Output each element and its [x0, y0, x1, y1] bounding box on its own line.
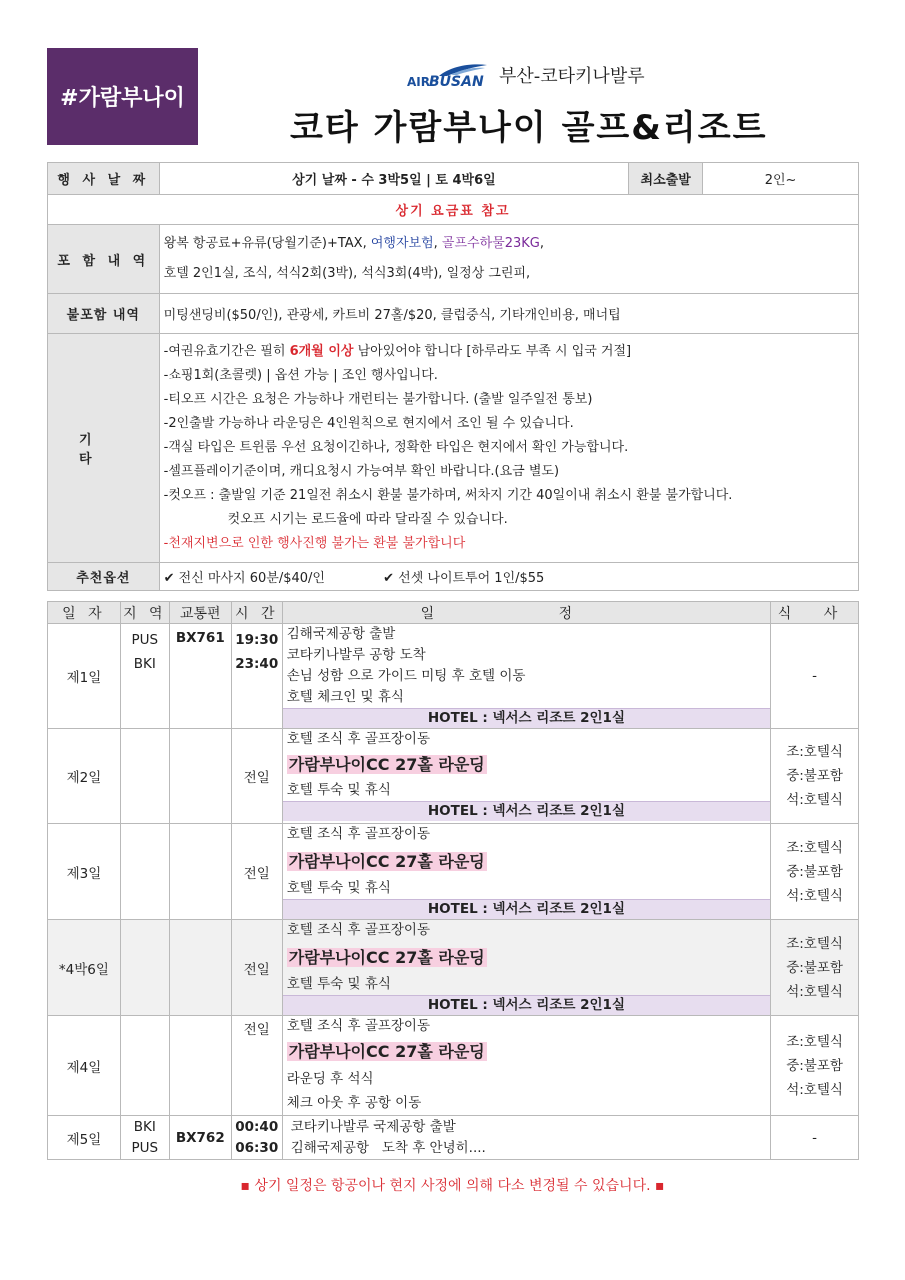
- plan-line: 호텔 체크인 및 휴식: [286, 689, 404, 705]
- include-sep: ,: [433, 236, 442, 251]
- hotel-bar: HOTEL : 넥서스 리조트 2인1실: [283, 708, 770, 728]
- include-line-2: 호텔 2인1실, 조식, 석식2회(3박), 석식3회(4박), 일정상 그린피,: [163, 266, 531, 281]
- note-join: -2인출발 가능하나 라운딩은 4인원칙으로 현지에서 조인 될 수 있습니다.: [163, 416, 574, 431]
- meal-cell: [771, 824, 859, 920]
- logo-busan-text: BUSAN: [429, 74, 484, 90]
- recommend-label: 추천옵션: [48, 563, 160, 591]
- meal-lunch: 중:불포함: [786, 959, 843, 976]
- region-from: BKI: [133, 1118, 156, 1135]
- flight-cell: [169, 729, 231, 824]
- col-plan: 일 정: [282, 602, 770, 624]
- date-value: 상기 날짜 - 수 3박5일 | 토 4박6일: [159, 163, 629, 195]
- plan-line: 김해국제공항 출발: [286, 626, 396, 642]
- table-row: [48, 1116, 859, 1160]
- note-cutoff: -컷오프 : 출발일 기준 21일전 취소시 환불 불가하며, 써차지 기간 40일이내 취소시 환불 불가합니다.: [163, 488, 733, 503]
- rate-row: [48, 195, 859, 225]
- plan-line: 호텔 투숙 및 휴식: [286, 880, 391, 896]
- recommend-row: [48, 563, 859, 591]
- hotel-bar: HOTEL : 넥서스 리조트 2인1실: [283, 899, 770, 919]
- etc-label: 기 타: [48, 334, 160, 563]
- note-teeoff: -티오프 시간은 요청은 가능하나 개런티는 불가합니다. (출발 일주일전 통보): [163, 392, 593, 407]
- region-to: BKI: [133, 656, 156, 672]
- plan-cell: [282, 920, 770, 1016]
- etc-row: [48, 334, 859, 563]
- itinerary-header: [48, 602, 859, 624]
- min-departure-value: 2인~: [703, 163, 859, 195]
- min-departure-label: 최소출발: [629, 163, 703, 195]
- meal-lunch: 중:불포함: [786, 1057, 843, 1074]
- hashtag-badge: #가람부나이: [47, 48, 198, 145]
- col-meal: 식 사: [771, 602, 859, 624]
- day-cell: *4박6일: [48, 920, 121, 1016]
- plan-line: 코타키나발루 공항 도착: [286, 647, 426, 663]
- note-shopping: -쇼핑1회(초콜렛) | 옵션 가능 | 조인 행사입니다.: [163, 368, 438, 383]
- golf-round-line: [283, 750, 770, 780]
- meal-breakfast: 조:호텔식: [786, 935, 843, 952]
- air-busan-logo: [407, 63, 487, 89]
- include-comma: ,: [539, 236, 544, 251]
- plan-cell: [282, 1016, 770, 1116]
- tour-info-table: [47, 162, 859, 591]
- col-region: 지 역: [120, 602, 169, 624]
- time-depart: 19:30: [235, 632, 279, 648]
- meal-cell: -: [771, 624, 859, 729]
- table-row: [48, 729, 859, 824]
- plan-line: 호텔 조식 후 골프장이동: [286, 1018, 431, 1034]
- meal-cell: [771, 1016, 859, 1116]
- region-cell: [120, 920, 169, 1016]
- date-label: 행 사 날 짜: [48, 163, 160, 195]
- page-title: 코타 가람부나이 골프&리조트: [290, 108, 768, 148]
- plan-line: 라운딩 후 석식: [286, 1071, 374, 1087]
- time-cell: 전일: [231, 824, 282, 920]
- hotel-bar: HOTEL : 넥서스 리조트 2인1실: [283, 995, 770, 1015]
- date-row: [48, 163, 859, 195]
- footer-note: ▪ 상기 일정은 항공이나 현지 사정에 의해 다소 변경될 수 있습니다. ▪: [240, 1178, 665, 1194]
- note-cutoff-2: 컷오프 시기는 로드율에 따라 달라질 수 있습니다.: [227, 512, 508, 527]
- plan-line: 손님 성함 으로 가이드 미팅 후 호텔 이동: [286, 668, 526, 684]
- hotel-bar: HOTEL : 넥서스 리조트 2인1실: [283, 801, 770, 821]
- plan-line: 김해국제공항 도착 후 안녕히....: [290, 1139, 486, 1156]
- time-cell: [231, 624, 282, 729]
- region-cell: [120, 1116, 169, 1160]
- golf-round-line: [283, 1037, 770, 1067]
- flight-cell: BX761: [169, 624, 231, 729]
- time-cell: 전일: [231, 920, 282, 1016]
- insurance-text: 여행자보험: [370, 236, 434, 251]
- meal-lunch: 중:불포함: [786, 863, 843, 880]
- day-cell: 제3일: [48, 824, 121, 920]
- note-text: 남아있어야 합니다 [하루라도 부족 시 입국 거절]: [353, 344, 632, 359]
- day-cell: 제4일: [48, 1016, 121, 1116]
- flight-cell: [169, 1016, 231, 1116]
- meal-breakfast: 조:호텔식: [786, 744, 843, 760]
- note-force-majeure: -천재지변으로 인한 행사진행 불가는 환불 불가합니다: [163, 536, 466, 551]
- meal-lunch: 중:불포함: [786, 768, 843, 784]
- etc-notes: [159, 334, 858, 563]
- golf-round-text: 가람부나이CC 27홀 라운딩: [288, 948, 485, 967]
- exclude-value: 미팅샌딩비($50/인), 관광세, 카트비 27홀/$20, 클럽중식, 기타개인비용, 매너팁: [159, 294, 858, 334]
- region-cell: [120, 1016, 169, 1116]
- time-cell: 전일: [231, 1016, 282, 1116]
- region-cell: [120, 729, 169, 824]
- plan-line: 호텔 조식 후 골프장이동: [286, 731, 431, 747]
- time-cell: [231, 1116, 282, 1160]
- meal-breakfast: 조:호텔식: [786, 1033, 843, 1050]
- plan-line: 체크 아웃 후 공항 이동: [286, 1095, 422, 1111]
- include-row: [48, 225, 859, 294]
- meal-breakfast: 조:호텔식: [786, 839, 843, 856]
- plan-line: 호텔 투숙 및 휴식: [286, 976, 391, 992]
- note-passport: [164, 340, 854, 364]
- golf-round-text: 가람부나이CC 27홀 라운딩: [288, 1042, 485, 1061]
- plan-line: 호텔 투숙 및 휴식: [286, 782, 391, 798]
- day-cell: 제5일: [48, 1116, 121, 1160]
- time-depart: 00:40: [235, 1118, 279, 1135]
- flight-cell: BX762: [169, 1116, 231, 1160]
- table-row: [48, 624, 859, 729]
- golf-round-line: [283, 941, 770, 974]
- meal-dinner: 석:호텔식: [786, 887, 843, 904]
- brand-header: [407, 63, 645, 89]
- col-day: 일 자: [48, 602, 121, 624]
- meal-cell: -: [771, 1116, 859, 1160]
- golf-round-line: [283, 845, 770, 878]
- passport-months: 6개월 이상: [289, 344, 354, 359]
- region-to: PUS: [131, 1139, 159, 1156]
- include-text: 왕복 항공료+유류(당월기준)+TAX,: [163, 236, 371, 251]
- flight-cell: [169, 920, 231, 1016]
- plan-cell: [282, 1116, 770, 1160]
- flight-cell: [169, 824, 231, 920]
- rate-reference: 상기 요금표 참고: [48, 195, 859, 225]
- time-arrive: 23:40: [235, 656, 279, 672]
- plan-cell: [282, 729, 770, 824]
- col-time: 시 간: [231, 602, 282, 624]
- time-arrive: 06:30: [235, 1139, 279, 1156]
- note-text: -여권유효기간은 필히: [163, 344, 290, 359]
- route-text: 부산-코타키나발루: [499, 66, 645, 87]
- meal-cell: [771, 920, 859, 1016]
- day-cell: 제1일: [48, 624, 121, 729]
- plan-line: 코타키나발루 국제공항 출발: [290, 1118, 456, 1135]
- golf-baggage-text: 골프수하물23KG: [441, 236, 540, 251]
- time-cell: 전일: [231, 729, 282, 824]
- plan-line: 호텔 조식 후 골프장이동: [286, 922, 431, 938]
- meal-dinner: 석:호텔식: [786, 983, 843, 1000]
- include-value: [159, 225, 858, 294]
- include-line-1: [164, 229, 854, 259]
- region-from: PUS: [131, 632, 159, 648]
- exclude-label: 불포함 내역: [48, 294, 160, 334]
- meal-cell: [771, 729, 859, 824]
- region-cell: [120, 624, 169, 729]
- plan-cell: [282, 624, 770, 729]
- region-cell: [120, 824, 169, 920]
- note-room: -객실 타입은 트윈룸 우선 요청이긴하나, 정확한 타입은 현지에서 확인 가능합니다.: [163, 440, 629, 455]
- golf-round-text: 가람부나이CC 27홀 라운딩: [288, 755, 485, 774]
- table-row: [48, 1016, 859, 1116]
- meal-dinner: 석:호텔식: [786, 792, 843, 808]
- table-row: [48, 824, 859, 920]
- day-cell: 제2일: [48, 729, 121, 824]
- meal-dinner: 석:호텔식: [786, 1081, 843, 1098]
- logo-air-text: AIR: [407, 75, 430, 89]
- note-caddie: -셀프플레이기준이며, 캐디요청시 가능여부 확인 바랍니다.(요금 별도): [163, 464, 560, 479]
- exclude-row: [48, 294, 859, 334]
- col-transport: 교통편: [169, 602, 231, 624]
- recommend-options: [159, 563, 858, 591]
- table-row: [48, 920, 859, 1016]
- option-massage: ✔ 전신 마사지 60분/$40/인: [163, 571, 325, 586]
- plan-cell: [282, 824, 770, 920]
- option-sunset-tour: ✔ 선셋 나이트투어 1인/$55: [383, 571, 545, 586]
- golf-round-text: 가람부나이CC 27홀 라운딩: [288, 852, 485, 871]
- itinerary-table: [47, 601, 859, 1160]
- include-label: 포 함 내 역: [48, 225, 160, 294]
- plan-line: 호텔 조식 후 골프장이동: [286, 826, 431, 842]
